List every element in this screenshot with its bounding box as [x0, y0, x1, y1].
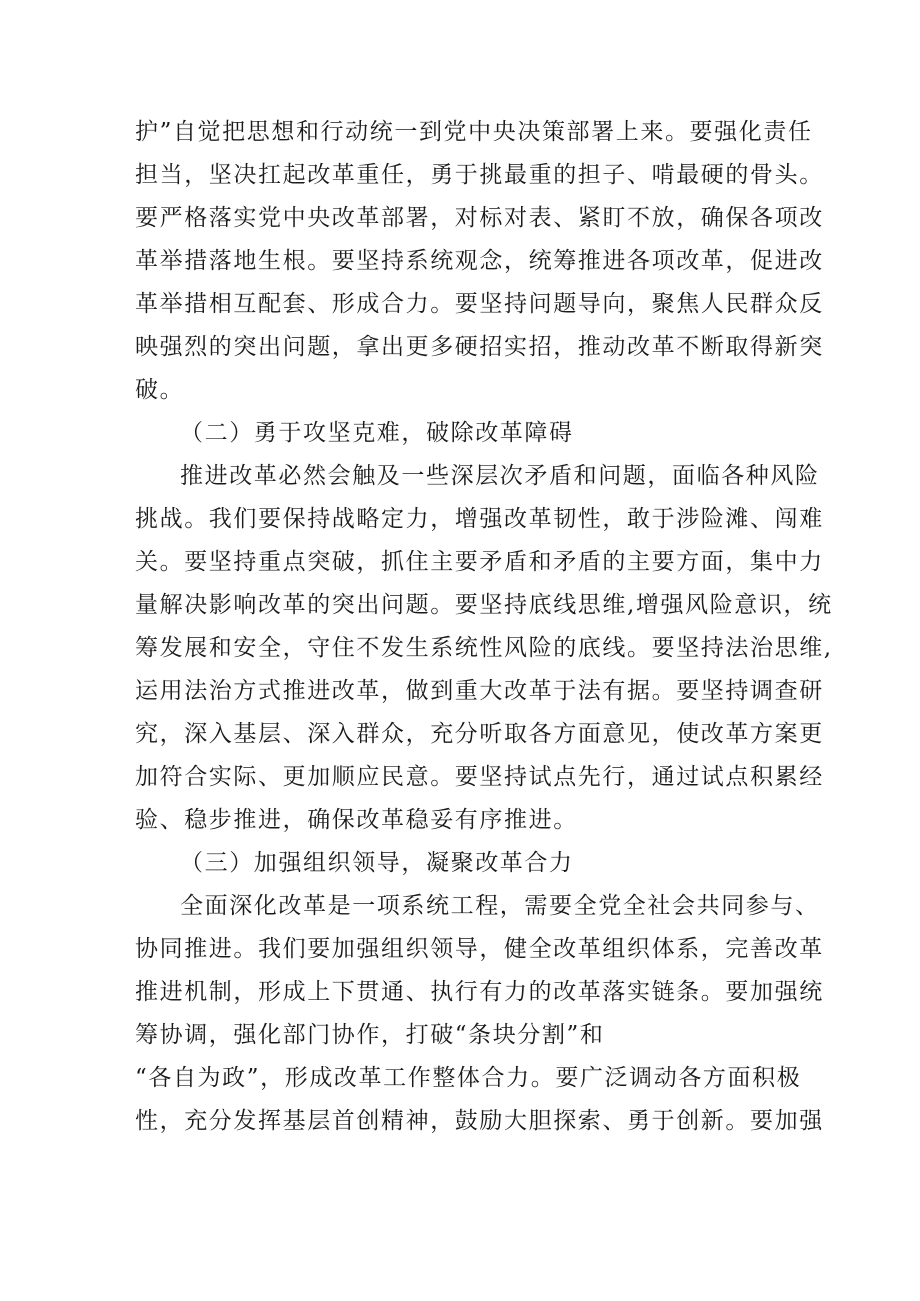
text-line: 加符合实际、更加顺应民意。要坚持试点先行，通过试点积累经 — [135, 764, 824, 790]
text-line: 量解决影响改革的突出问题。要坚持底线思维,增强风险意识，统 — [135, 592, 833, 618]
text-line: 推进改革必然会触及一些深层次矛盾和问题，面临各种风险 — [180, 463, 820, 489]
text-line: 筹协调，强化部门协作，打破“条块分割”和 — [135, 1022, 605, 1048]
text-line: 验、稳步推进，确保改革稳妥有序推进。 — [135, 807, 578, 833]
text-line: 革举措落地生根。要坚持系统观念，统筹推进各项改革，促进改 — [135, 248, 824, 274]
text-line: “各自为政”，形成改革工作整体合力。要广泛调动各方面积极 — [135, 1065, 802, 1091]
text-line: 映强烈的突出问题，拿出更多硬招实招，推动改革不断取得新突 — [135, 334, 824, 360]
text-line: 革举措相互配套、形成合力。要坚持问题导向，聚焦人民群众反 — [135, 291, 824, 317]
text-line: 究，深入基层、深入群众，充分听取各方面意见，使改革方案更 — [135, 721, 824, 747]
text-line: 挑战。我们要保持战略定力，增强改革韧性，敢于涉险滩、闯难 — [135, 506, 824, 532]
section-heading: （三）加强组织领导，凝聚改革合力 — [180, 850, 574, 876]
text-line: 筹发展和安全，守住不发生系统性风险的底线。要坚持法治思维, — [135, 635, 833, 661]
text-line: 关。要坚持重点突破，抓住主要矛盾和矛盾的主要方面，集中力 — [135, 549, 824, 575]
text-line: 性，充分发挥基层首创精神，鼓励大胆探索、勇于创新。要加强 — [135, 1108, 824, 1134]
text-line: 护”自觉把思想和行动统一到党中央决策部署上来。要强化责任 — [135, 119, 813, 145]
section-heading: （二）勇于攻坚克难，破除改革障碍 — [180, 420, 574, 446]
text-line: 破。 — [135, 377, 185, 403]
text-line: 协同推进。我们要加强组织领导，健全改革组织体系，完善改革 — [135, 936, 824, 962]
text-line: 要严格落实党中央改革部署，对标对表、紧盯不放，确保各项改 — [135, 205, 824, 231]
text-line: 担当，坚决扛起改革重任，勇于挑最重的担子、啃最硬的骨头。 — [135, 162, 824, 188]
text-line: 推进机制，形成上下贯通、执行有力的改革落实链条。要加强统 — [135, 979, 824, 1005]
text-line: 运用法治方式推进改革，做到重大改革于法有据。要坚持调查研 — [135, 678, 824, 704]
text-line: 全面深化改革是一项系统工程，需要全党全社会共同参与、 — [180, 893, 820, 919]
